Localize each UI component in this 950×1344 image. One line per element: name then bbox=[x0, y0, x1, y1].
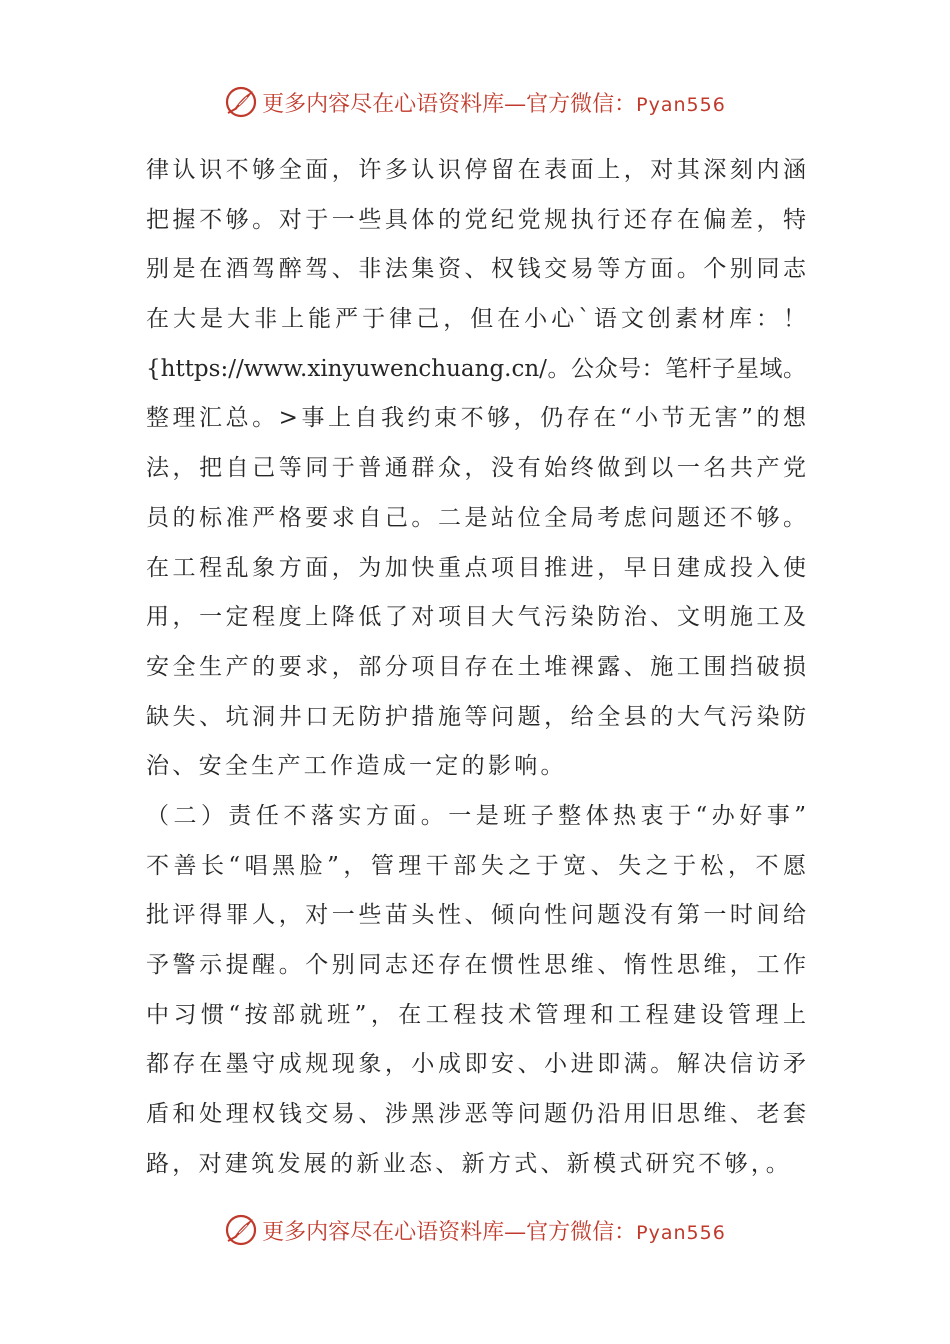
document-body bbox=[146, 146, 806, 1189]
text-line: 用，一定程度上降低了对项目大气污染防治、文明施工及 bbox=[146, 604, 806, 631]
text-line: {https://www.xinyuwenchuang.cn/。公众号：笔杆子星域。 bbox=[146, 355, 806, 382]
feather-pen-logo-icon bbox=[224, 1213, 258, 1247]
text-line: 员的标准严格要求自己。二是站位全局考虑问题还不够。 bbox=[146, 504, 806, 531]
text-line: 予警示提醒。个别同志还存在惯性思维、惰性思维，工作 bbox=[146, 952, 806, 978]
text-line: 安全生产的要求，部分项目存在土堆裸露、施工围挡破损 bbox=[146, 653, 806, 680]
text-line: 把握不够。对于一些具体的党纪党规执行还存在偏差，特 bbox=[146, 206, 806, 233]
text-line: 路，对建筑发展的新业态、新方式、新模式研究不够，。 bbox=[146, 1150, 792, 1177]
text-line: 批评得罪人，对一些苗头性、倾向性问题没有第一时间给 bbox=[146, 902, 806, 929]
text-line: 整理汇总。>事上自我约束不够，仍存在“小节无害”的想 bbox=[146, 405, 806, 432]
text-line: （二）责任不落实方面。一是班子整体热衷于“办好事” bbox=[146, 802, 806, 829]
text-line: 盾和处理权钱交易、涉黑涉恶等问题仍沿用旧思维、老套 bbox=[146, 1101, 806, 1128]
footer-banner-text: 更多内容尽在心语资料库—官方微信：Pyan556 bbox=[262, 1219, 726, 1245]
header-wechat-id: Pyan556 bbox=[636, 93, 726, 116]
text-line: 不善长“唱黑脸”，管理干部失之于宽、失之于松，不愿 bbox=[146, 852, 806, 879]
text-line: 治、安全生产工作造成一定的影响。 bbox=[146, 753, 567, 780]
text-line: 缺失、坑洞井口无防护措施等问题，给全县的大气污染防 bbox=[146, 703, 806, 730]
header-banner-text: 更多内容尽在心语资料库—官方微信：Pyan556 bbox=[262, 91, 726, 117]
footer-banner bbox=[0, 1208, 950, 1252]
feather-pen-logo-icon bbox=[224, 85, 258, 119]
text-line: 在工程乱象方面，为加快重点项目推进，早日建成投入使 bbox=[146, 554, 806, 581]
footer-wechat-id: Pyan556 bbox=[636, 1221, 726, 1244]
text-line: 都存在墨守成规现象，小成即安、小进即满。解决信访矛 bbox=[146, 1051, 806, 1078]
text-line: 别是在酒驾醉驾、非法集资、权钱交易等方面。个别同志 bbox=[146, 256, 806, 283]
text-line: 中习惯“按部就班”，在工程技术管理和工程建设管理上 bbox=[146, 1001, 806, 1028]
text-line: 法，把自己等同于普通群众，没有始终做到以一名共产党 bbox=[146, 455, 806, 482]
text-line: 在大是大非上能严于律己，但在小心`语文创素材库：！ bbox=[146, 306, 806, 333]
text-line: 律认识不够全面，许多认识停留在表面上，对其深刻内涵 bbox=[146, 157, 806, 183]
header-banner bbox=[0, 80, 950, 124]
